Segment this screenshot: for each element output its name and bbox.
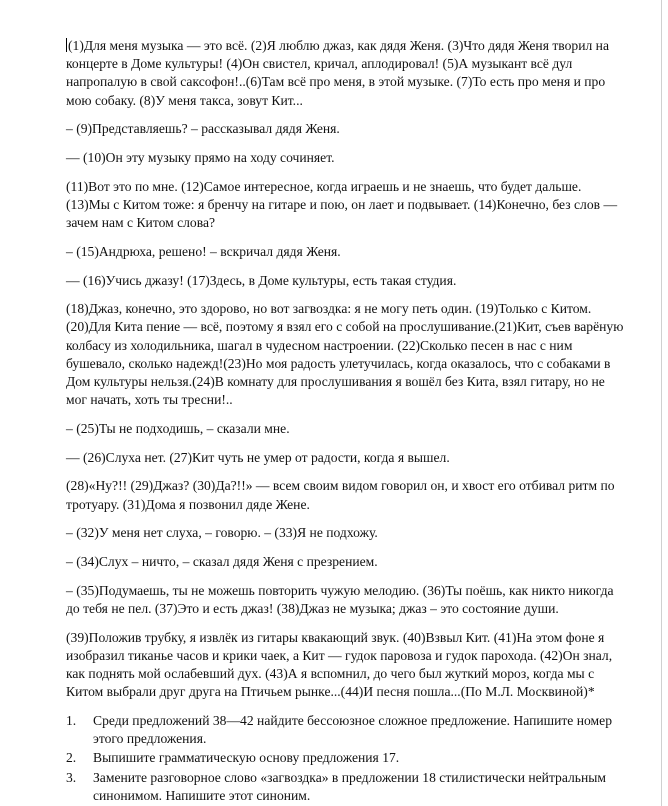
task-item [66,769,626,805]
paragraph-13: – (35)Подумаешь, ты не можешь повторить чужую мелодию. (36)Ты поёшь, как никто никогда до тебя не пел. (37)Это и есть джаз! (38)Джаз не музыка; джаз – это состояние души. [66,582,614,616]
paragraph-text: (1)Для меня музыка — это всё. (2)Я люблю джаз, как дядя Женя. (3)Что дядя Женя творил на концерте в Доме культуры! (4)Он свистел, кричал, аплодировал! (5)А музыкант всё дул напропалую в свой саксофон!..(6)Там всё про меня, в этой музыке. (7)То есть про меня и про мою собаку. (8)У меня такса, зовут Кит... [66,38,609,108]
document-body[interactable] [66,37,626,806]
paragraph-3: — (10)Он эту музыку прямо на ходу сочиняет. [66,150,335,166]
paragraph-1 [66,37,626,110]
task-item [66,712,626,748]
task-number: 3. [66,769,77,785]
paragraph-9: — (26)Слуха нет. (27)Кит чуть не умер от радости, когда я вышел. [66,449,450,465]
task-number: 2. [66,750,77,766]
task-list [66,712,626,805]
paragraph-10: (28)«Ну?!! (29)Джаз? (30)Да?!!» — всем своим видом говорил он, и хвост его отбивал ритм по тротуару. (31)Дома я позвонил дяде Жене. [66,478,615,512]
task-text: Замените разговорное слово «загвоздка» в предложении 18 стилистически нейтральным синонимом. Напишите этот синоним. [93,769,606,803]
paragraph-11: – (32)У меня нет слуха, – говорю. – (33)Я не подхожу. [66,525,378,541]
paragraph-6: — (16)Учись джазу! (17)Здесь, в Доме культуры, есть такая студия. [66,272,457,288]
paragraph-14: (39)Положив трубку, я извлёк из гитары квакающий звук. (40)Взвыл Кит. (41)На этом фоне я изобразил тиканье часов и крики чаек, а Кит — гудок паровоза и гудок парохода. (42)Он знал, как поднять мой ослабевший дух. (43)А я вспомнил, до чего был жуткий мороз, когда мы с Китом выбрали друг друга на Птичьем рынке...(44)И песня пошла...(По М.Л. Москвиной)* [66,629,613,700]
task-item [66,749,626,767]
task-number: 1. [66,712,77,728]
paragraph-4: (11)Вот это по мне. (12)Самое интересное, когда играешь и не знаешь, что будет дальше. (13)Мы с Китом тоже: я бренчу на гитаре и пою, он лает и подвывает. (14)Конечно, без слов — зачем нам с Китом слова? [66,178,618,231]
task-text: Среди предложений 38—42 найдите бессоюзное сложное предложение. Напишите номер этого предложения. [93,712,612,747]
text-cursor [66,38,67,52]
task-text: Выпишите грамматическую основу предложения 17. [93,750,400,766]
page-edge-line [661,0,662,806]
paragraph-12: – (34)Слух – ничто, – сказал дядя Женя с презрением. [66,553,378,569]
paragraph-7: (18)Джаз, конечно, это здорово, но вот загвоздка: я не могу петь один. (19)Только с Китом. (20)Для Кита пение — всё, поэтому я взял его с собой на прослушивание.(21)Кит, съев варёную колбасу из холодильника, шагал в чудесном настроении. (22)Сколько песен в нас с ним бушевало, сколько надежд!(23)Но моя радость улетучилась, когда оказалось, что с собаками в Дом культуры нельзя.(24)В комнату для прослушивания я вошёл без Кита, взял гитару, но не мог начать, хоть ты тресни!.. [66,301,624,408]
paragraph-8: – (25)Ты не подходишь, – сказали мне. [66,420,290,436]
paragraph-5: – (15)Андрюха, решено! – вскричал дядя Женя. [66,243,341,259]
paragraph-2: – (9)Представляешь? – рассказывал дядя Женя. [66,121,340,137]
